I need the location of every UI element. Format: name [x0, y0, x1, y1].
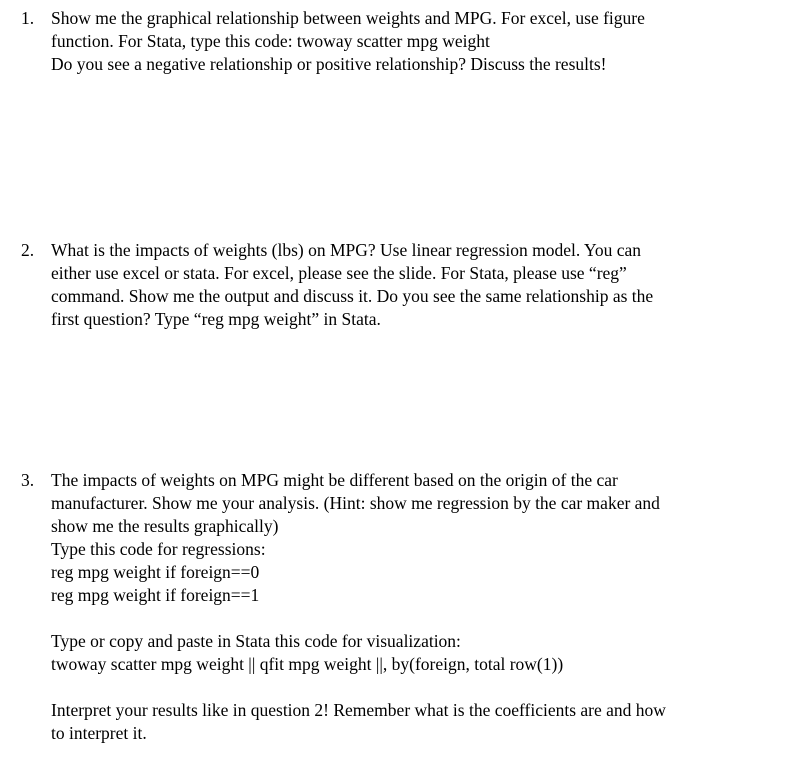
question-3-text — [51, 469, 773, 745]
question-3-number: 3. — [21, 470, 35, 490]
question-2-line-3: command. Show me the output and discuss it. Do you see the same relationship as the — [51, 286, 654, 306]
question-1-line-2: function. For Stata, type this code: twoway scatter mpg weight — [51, 31, 490, 51]
blank-line — [51, 676, 773, 699]
question-1-line-3: Do you see a negative relationship or positive relationship? Discuss the results! — [51, 54, 607, 74]
question-2-line-1: What is the impacts of weights (lbs) on MPG? Use linear regression model. You can — [51, 240, 642, 260]
question-1-number: 1. — [21, 8, 35, 28]
blank-line — [51, 607, 773, 630]
question-2-number: 2. — [21, 240, 35, 260]
question-3-line-9: Interpret your results like in question 2! Remember what is the coefficients are and how — [51, 700, 666, 720]
question-3-line-3: show me the results graphically) — [51, 516, 279, 536]
question-2-text — [51, 239, 773, 331]
question-3-line-1: The impacts of weights on MPG might be different based on the origin of the car — [51, 470, 618, 490]
question-3-line-7: Type or copy and paste in Stata this code for visualization: — [51, 631, 461, 651]
question-2-line-2: either use excel or stata. For excel, please see the slide. For Stata, please use “reg” — [51, 263, 627, 283]
question-1-line-1: Show me the graphical relationship between weights and MPG. For excel, use figure — [51, 8, 645, 28]
question-3-code-line-3: twoway scatter mpg weight || qfit mpg weight ||, by(foreign, total row(1)) — [51, 654, 564, 674]
question-1-text — [51, 7, 773, 76]
question-3-line-4: Type this code for regressions: — [51, 539, 266, 559]
question-3-code-line-1: reg mpg weight if foreign==0 — [51, 562, 260, 582]
question-3-line-2: manufacturer. Show me your analysis. (Hint: show me regression by the car maker and — [51, 493, 660, 513]
question-3-code-line-2: reg mpg weight if foreign==1 — [51, 585, 260, 605]
question-2-line-4: first question? Type “reg mpg weight” in Stata. — [51, 309, 381, 329]
question-3-line-10: to interpret it. — [51, 723, 147, 743]
